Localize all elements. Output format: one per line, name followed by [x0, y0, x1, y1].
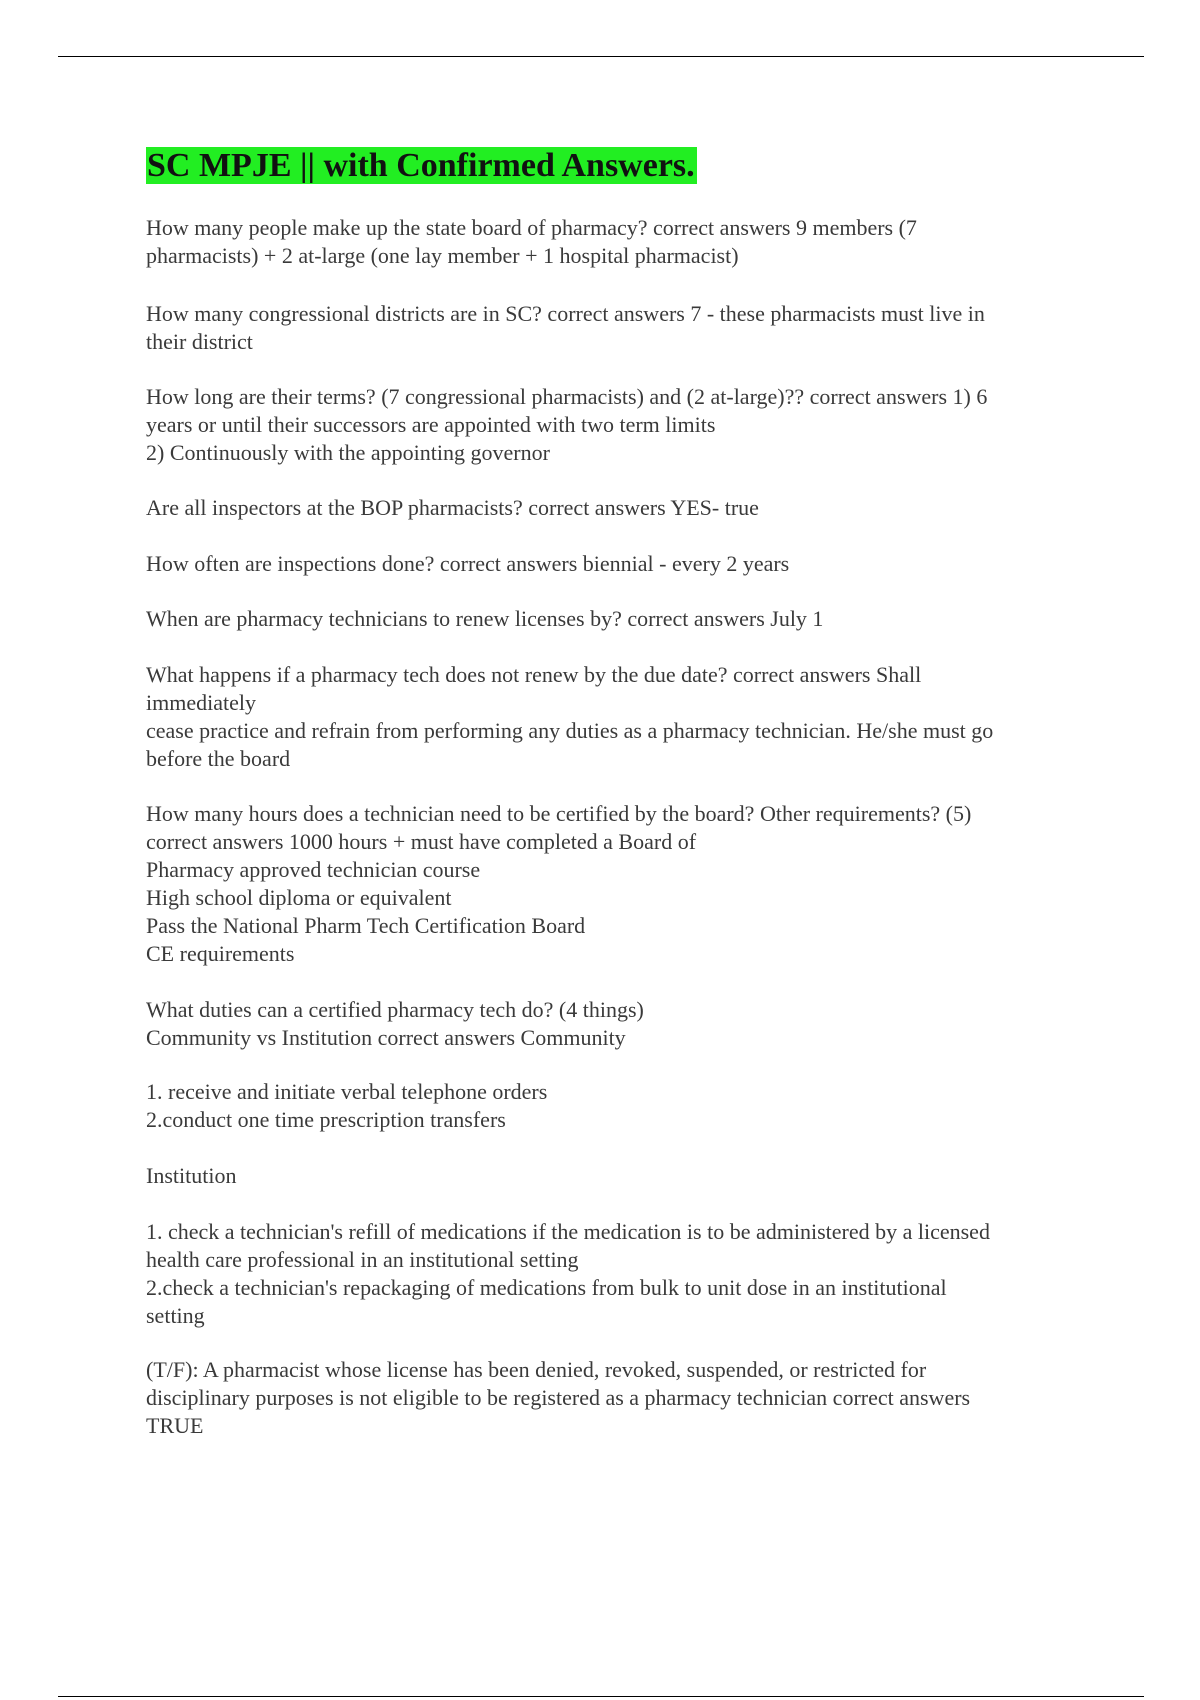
qa-entry: [146, 800, 1086, 968]
qa-line: Are all inspectors at the BOP pharmacists? correct answers YES- true: [146, 495, 759, 520]
qa-line: before the board: [146, 746, 291, 771]
qa-line: disciplinary purposes is not eligible to be registered as a pharmacy technician correct answers: [146, 1385, 971, 1410]
qa-line: Community vs Institution correct answers Community: [146, 1025, 626, 1050]
qa-line: What duties can a certified pharmacy tech do? (4 things): [146, 997, 644, 1022]
qa-line: TRUE: [146, 1413, 204, 1438]
qa-line: cease practice and refrain from performing any duties as a pharmacy technician. He/she must go: [146, 718, 994, 743]
qa-line: When are pharmacy technicians to renew licenses by? correct answers July 1: [146, 606, 824, 631]
document-title: [146, 146, 697, 186]
qa-line: What happens if a pharmacy tech does not renew by the due date? correct answers Shall: [146, 662, 922, 687]
qa-line: (T/F): A pharmacist whose license has been denied, revoked, suspended, or restricted for: [146, 1357, 927, 1382]
title-highlight: SC MPJE || with Confirmed Answers.: [147, 147, 695, 184]
qa-line: How many congressional districts are in SC? correct answers 7 - these pharmacists must live in: [146, 301, 985, 326]
institution-heading: [146, 1162, 1086, 1190]
list-item: 1. check a technician's refill of medications if the medication is to be administered by a licensed: [146, 1219, 990, 1244]
qa-entry: [146, 550, 1086, 578]
qa-line: correct answers 1000 hours + must have completed a Board of: [146, 829, 697, 854]
qa-line: How often are inspections done? correct answers biennial - every 2 years: [146, 551, 790, 576]
qa-line: pharmacists) + 2 at-large (one lay member + 1 hospital pharmacist): [146, 243, 739, 268]
list-item: 2.conduct one time prescription transfers: [146, 1107, 506, 1132]
qa-line: CE requirements: [146, 941, 295, 966]
qa-entry: [146, 300, 1086, 356]
qa-line: Pass the National Pharm Tech Certification Board: [146, 913, 586, 938]
qa-entry: [146, 383, 1086, 467]
qa-line: Institution: [146, 1163, 237, 1188]
qa-entry: [146, 214, 1086, 270]
qa-line: their district: [146, 329, 253, 354]
qa-entry: [146, 494, 1086, 522]
list-item: 2.check a technician's repackaging of medications from bulk to unit dose in an institutional: [146, 1275, 947, 1300]
list-item: setting: [146, 1303, 205, 1328]
qa-line: years or until their successors are appointed with two term limits: [146, 412, 716, 437]
qa-line: How many people make up the state board of pharmacy? correct answers 9 members (7: [146, 215, 917, 240]
qa-entry: [146, 661, 1086, 773]
qa-entry: [146, 1356, 1086, 1440]
qa-line: High school diploma or equivalent: [146, 885, 452, 910]
header-rule: [58, 56, 1144, 57]
list-item: health care professional in an institutional setting: [146, 1247, 579, 1272]
qa-entry: [146, 605, 1086, 633]
qa-line: immediately: [146, 690, 256, 715]
institution-duties-list: [146, 1218, 1086, 1330]
community-duties-list: [146, 1078, 1086, 1134]
qa-line: How long are their terms? (7 congressional pharmacists) and (2 at-large)?? correct answers 1) 6: [146, 384, 988, 409]
qa-line: How many hours does a technician need to be certified by the board? Other requirements? (5): [146, 801, 972, 826]
qa-entry: [146, 996, 1086, 1052]
qa-line: 2) Continuously with the appointing governor: [146, 440, 550, 465]
qa-line: Pharmacy approved technician course: [146, 857, 481, 882]
list-item: 1. receive and initiate verbal telephone orders: [146, 1079, 548, 1104]
footer-rule: [58, 1696, 1144, 1697]
